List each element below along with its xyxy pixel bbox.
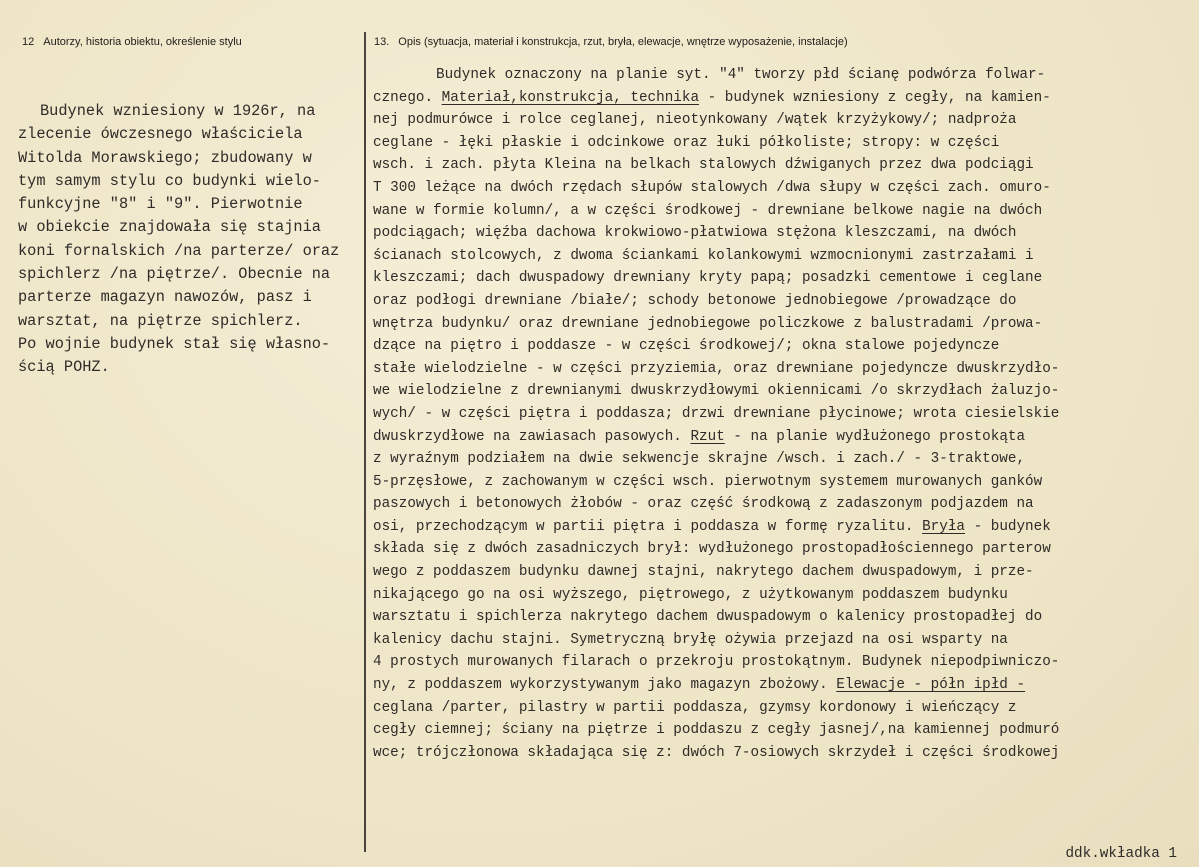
description-line xyxy=(373,651,1199,674)
description-text: wsch. i zach. płyta Kleina na belkach stalowych dźwiganych przez dwa podciągi xyxy=(373,157,1034,174)
description-line xyxy=(373,154,1199,177)
description-line xyxy=(373,742,1199,765)
history-text-block xyxy=(18,100,364,380)
history-line: Witolda Morawskiego; zbudowany w xyxy=(18,148,312,167)
description-line xyxy=(373,177,1199,200)
left-header-title: Autorzy, historia obiektu, określenie stylu xyxy=(43,36,242,48)
description-text: - budynek wzniesiony z cegły, na kamien- xyxy=(699,89,1051,106)
right-header-title: Opis (sytuacja, materiał i konstrukcja, rzut, bryła, elewacje, wnętrze wyposażenie, instalacje) xyxy=(398,36,848,48)
description-line xyxy=(373,697,1199,720)
description-text: kleszczami; dach dwuspadowy drewniany kryty papą; posadzki cementowe i ceglane xyxy=(373,270,1043,287)
description-text: nikającego go na osi wyższego, piętrowego, z użytkowanym poddaszem budynku xyxy=(373,586,1008,603)
description-line xyxy=(373,674,1199,697)
description-line xyxy=(373,132,1199,155)
history-line: funkcyjne "8" i "9". Pierwotnie xyxy=(18,195,303,214)
description-line xyxy=(373,267,1199,290)
description-text: cznego. xyxy=(373,89,442,106)
description-text: wnętrza budynku/ oraz drewniane jednobiegowe policzkowe z balustradami /prowa- xyxy=(373,315,1043,332)
description-text: dwuskrzydłowe na zawiasach pasowych. xyxy=(373,428,691,445)
history-line: w obiekcie znajdowała się stajnia xyxy=(18,218,321,237)
description-line xyxy=(373,290,1199,313)
description-line xyxy=(373,606,1199,629)
description-text: we wielodzielne z drewnianymi dwuskrzydłowymi okiennicami /o skrzydłach żaluzjo- xyxy=(373,383,1060,400)
description-line xyxy=(373,538,1199,561)
description-text: wce; trójczłonowa składająca się z: dwóch 7-osiowych skrzydeł i części środkowej xyxy=(373,744,1060,761)
description-line xyxy=(373,109,1199,132)
description-line xyxy=(373,87,1199,110)
description-text: kalenicy dachu stajni. Symetryczną bryłę ożywia przejazd na osi wsparty na xyxy=(373,631,1008,648)
description-text: T 300 leżące na dwóch rzędach słupów stalowych /dwa słupy w części zach. omuro- xyxy=(373,179,1051,196)
history-line: ścią POHZ. xyxy=(18,358,110,377)
description-text: cegły ciemnej; ściany na piętrze i poddaszu z cegły jasnej/,na kamiennej podmuró xyxy=(373,722,1060,739)
description-line xyxy=(373,245,1199,268)
right-header-number: 13. xyxy=(374,36,390,48)
description-text: wych/ - w części piętra i poddasza; drzwi drewniane płycinowe; wrota ciesielskie xyxy=(373,405,1060,422)
column-divider xyxy=(364,32,366,852)
history-line: zlecenie ówczesnego właściciela xyxy=(18,125,303,144)
description-text: wego z poddaszem budynku dawnej stajni, nakrytego dachem dwuspadowym, i prze- xyxy=(373,564,1034,581)
description-line xyxy=(373,64,1199,87)
description-line xyxy=(373,629,1199,652)
description-line xyxy=(373,426,1199,449)
description-line xyxy=(373,200,1199,223)
description-text: z wyraźnym podziałem na dwie sekwencje skrajne /wsch. i zach./ - 3-traktowe, xyxy=(373,451,1026,468)
section-heading: Rzut xyxy=(690,428,725,445)
section-heading: Elewacje - półn ipłd - xyxy=(836,677,1026,694)
history-line: Po wojnie budynek stał się własno- xyxy=(18,334,331,353)
page-footer: ddk.wkładka 1 xyxy=(1065,846,1177,862)
description-text: wane w formie kolumn/, a w części środkowej - drewniane belkowe nagie na dwóch xyxy=(373,202,1043,219)
history-line: tym samym stylu co budynki wielo- xyxy=(18,171,321,190)
history-line: spichlerz /na piętrze/. Obecnie na xyxy=(18,265,331,284)
description-text: - na planie wydłużonego prostokąta xyxy=(724,428,1026,445)
description-line xyxy=(373,719,1199,742)
description-line xyxy=(373,516,1199,539)
description-text-block xyxy=(373,64,1199,764)
description-text: 4 prostych murowanych filarach o przekroju prostokątnym. Budynek niepodpiwniczo- xyxy=(373,654,1060,671)
history-line: koni fornalskich /na parterze/ oraz xyxy=(18,241,340,260)
description-line xyxy=(373,584,1199,607)
right-column-header xyxy=(374,36,848,48)
description-text: warsztatu i spichlerza nakrytego dachem dwuspadowym o kalenicy prostopadłej do xyxy=(373,609,1043,626)
section-heading: Materiał,konstrukcja, technika xyxy=(441,89,700,106)
description-text: stałe wielodzielne - w części przyziemia, oraz drewniane pojedyncze dwuskrzydło- xyxy=(373,360,1060,377)
description-text: 5-przęsłowe, z zachowanym w części wsch. pierwotnym systemem murowanych ganków xyxy=(373,473,1043,490)
description-text: osi, przechodzącym w partii piętra i poddasza w formę ryzalitu. xyxy=(373,518,923,535)
description-text: ścianach stolcowych, z dwoma ściankami kolankowymi wzmocnionymi zastrzałami i xyxy=(373,247,1034,264)
description-line xyxy=(373,448,1199,471)
description-line xyxy=(373,471,1199,494)
description-text: ny, z poddaszem wykorzystywanym jako magazyn zbożowy. xyxy=(373,677,837,694)
description-line xyxy=(373,335,1199,358)
description-line xyxy=(373,358,1199,381)
description-text: paszowych i betonowych żłobów - oraz część środkową z zadaszonym podjazdem na xyxy=(373,496,1034,513)
history-line: Budynek wzniesiony w 1926r, na xyxy=(40,102,316,120)
description-text: dzące na piętro i poddasze - w części środkowej/; okna stalowe pojedyncze xyxy=(373,338,1000,355)
description-text: Budynek oznaczony na planie syt. "4" tworzy płd ścianę podwórza folwar- xyxy=(436,67,1046,83)
left-column-header xyxy=(22,36,242,48)
description-line xyxy=(373,493,1199,516)
description-line xyxy=(373,222,1199,245)
description-text: oraz podłogi drewniane /białe/; schody betonowe jednobiegowe /prowadzące do xyxy=(373,292,1017,309)
description-text: ceglana /parter, pilastry w partii poddasza, gzymsy kordonowy i wieńczący z xyxy=(373,699,1017,716)
history-line: warsztat, na piętrze spichlerz. xyxy=(18,311,303,330)
section-heading: Bryła xyxy=(922,518,965,535)
left-header-number: 12 xyxy=(22,36,35,48)
history-line: parterze magazyn nawozów, pasz i xyxy=(18,288,312,307)
description-text: składa się z dwóch zasadniczych brył: wydłużonego prostopadłościennego parterow xyxy=(373,541,1051,558)
description-text: - budynek xyxy=(965,518,1051,535)
description-text: ceglane - łęki płaskie i odcinkowe oraz łuki półkoliste; stropy: w części xyxy=(373,134,1000,151)
description-line xyxy=(373,380,1199,403)
description-text: nej podmurówce i rolce ceglanej, nieotynkowany /wątek krzyżykowy/; nadproża xyxy=(373,112,1017,129)
description-line xyxy=(373,403,1199,426)
description-text: podciągach; więźba dachowa krokwiowo-płatwiowa stężona kleszczami, na dwóch xyxy=(373,225,1017,242)
description-line xyxy=(373,561,1199,584)
description-line xyxy=(373,313,1199,336)
